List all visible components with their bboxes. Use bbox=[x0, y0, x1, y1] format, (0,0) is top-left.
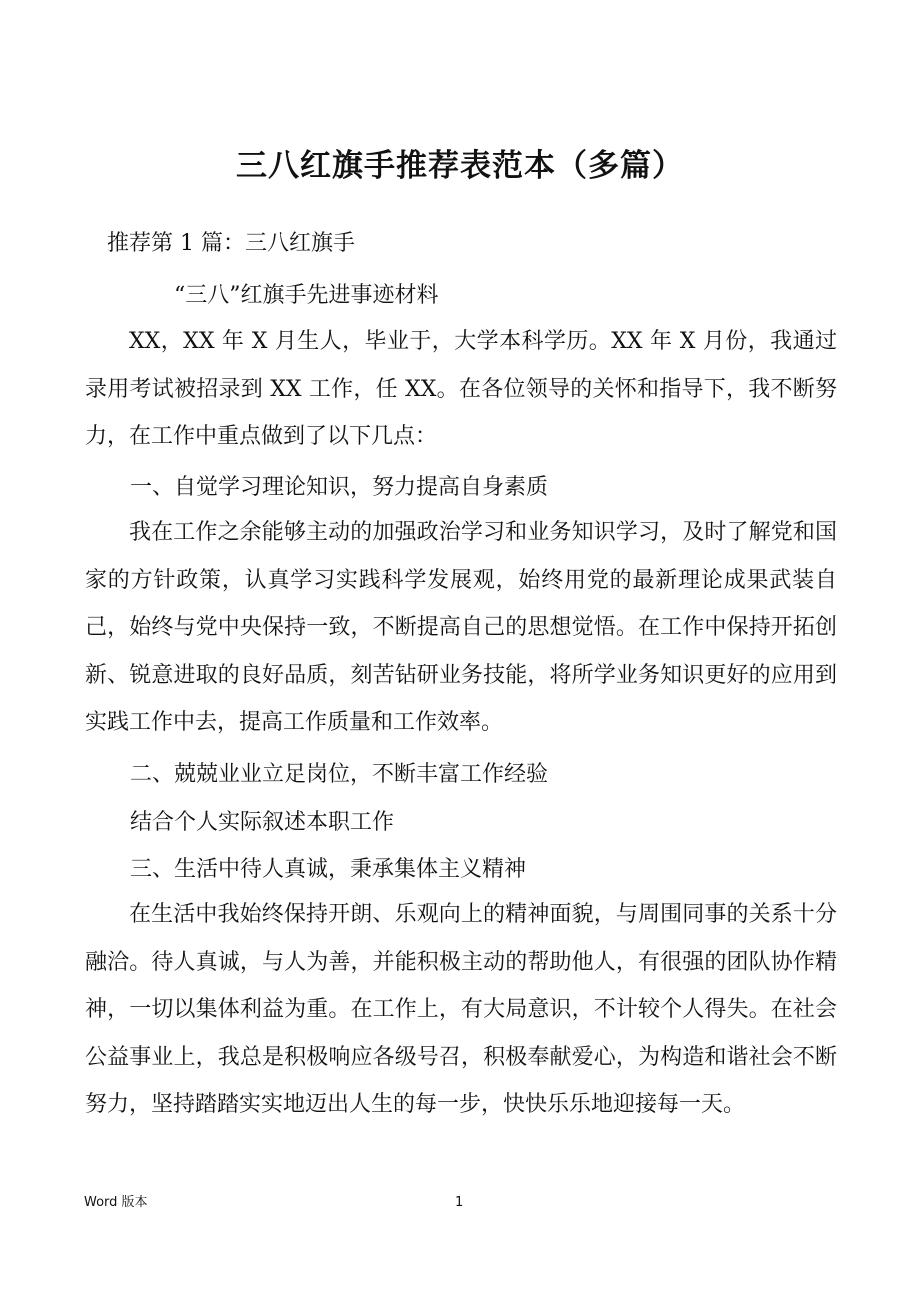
heading-one: 一、自觉学习理论知识，努力提高自身素质 bbox=[130, 475, 549, 500]
footer-page-number: 1 bbox=[455, 1195, 464, 1210]
paragraph-intro: XX，XX 年 X 月生人，毕业于，大学本科学历。XX 年 X 月份，我通过录用考试被招录到 XX 工作，任 XX。在各位领导的关怀和指导下，我不断努力，在工作中重点做到了以下几点： bbox=[85, 329, 837, 449]
heading-two: 二、兢兢业业立足岗位，不断丰富工作经验 bbox=[130, 762, 549, 787]
section-heading: 推荐第 1 篇：三八红旗手 bbox=[107, 231, 355, 256]
document-title: 三八红旗手推荐表范本（多篇） bbox=[236, 148, 684, 184]
heading-three: 三、生活中待人真诚，秉承集体主义精神 bbox=[130, 857, 527, 882]
paragraph-study: 我在工作之余能够主动的加强政治学习和业务知识学习，及时了解党和国家的方针政策，认真学习实践科学发展观，始终用党的最新理论成果武装自己，始终与党中央保持一致，不断提高自己的思想觉悟。在工作中保持开拓创新、锐意进取的良好品质，刻苦钻研业务技能，将所学业务知识更好的应用到实践工作中去，提高工作质量和工作效率。 bbox=[85, 520, 837, 735]
document-subtitle: “三八”红旗手先进事迹材料 bbox=[174, 283, 439, 308]
note-line: 结合个人实际叙述本职工作 bbox=[130, 810, 395, 835]
paragraph-life: 在生活中我始终保持开朗、乐观向上的精神面貌，与周围同事的关系十分融洽。待人真诚，与人为善，并能积极主动的帮助他人，有很强的团队协作精神，一切以集体利益为重。在工作上，有大局意识，不计较个人得失。在社会公益事业上，我总是积极响应各级号召，积极奉献爱心，为构造和谐社会不断努力，坚持踏踏实实地迈出人生的每一步，快快乐乐地迎接每一天。 bbox=[85, 902, 837, 1117]
footer-label: Word 版本 bbox=[84, 1195, 148, 1210]
